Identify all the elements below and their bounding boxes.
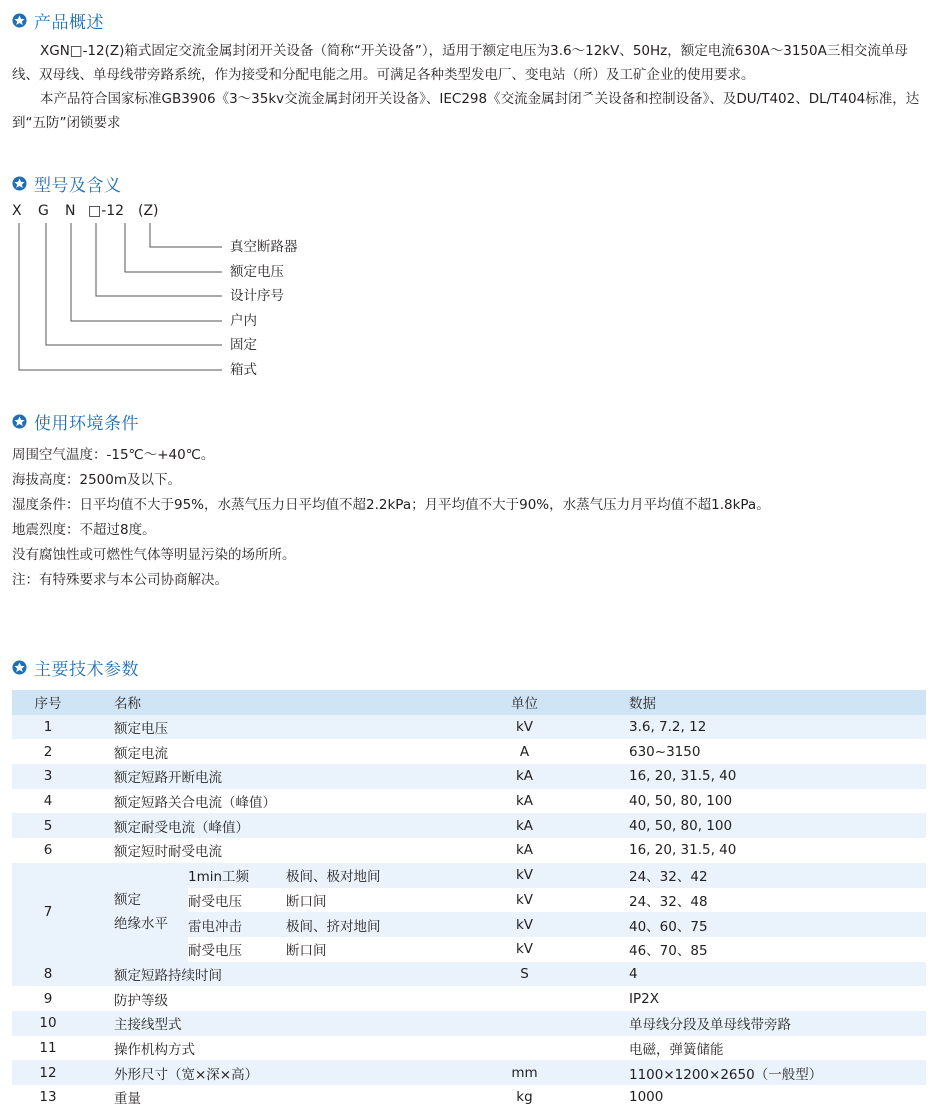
table-row [12,739,926,764]
row-name: 额定电压 [114,721,168,738]
insulation-test-type: 雷电冲击 [188,918,242,935]
overview-paragraph-1: XGN□-12(Z)箱式固定交流金属封闭开关设备（简称“开关设备”），适用于额定电压为3.6～12kV、50Hz，额定电流630A～3150A三相交流单母线、双母线、单母线带旁路系统，作为接受和分配电能之用。可满足各种类型发电厂、变电站（所）及工矿企业的使用要求。 [12,43,908,83]
row-unit: A [519,743,530,760]
header-name: 名称 [114,696,141,713]
section-title-text: 产品概述 [34,12,104,33]
model-meaning-rated-voltage: 额定电压 [230,264,284,280]
env-temperature: 周围空气温度：-15℃～+40℃。 [12,447,215,463]
row-unit: kV [515,916,534,933]
row-no: 1 [43,719,53,736]
row-no: 7 [12,863,84,962]
section-title-params [12,654,139,680]
env-altitude: 海拔高度：2500m及以下。 [12,472,182,488]
model-meaning-box-type: 箱式 [230,362,257,378]
row-name: 额定短路持续时间 [114,967,222,984]
row-no: 9 [43,990,53,1007]
row-data: IP2X [629,990,659,1007]
row-data: 16, 20, 31.5, 40 [629,768,737,785]
table-row [12,715,926,740]
row-name: 额定短路关合电流（峰值） [114,795,276,812]
row-data: 40、60、75 [629,918,708,935]
insulation-test-type: 耐受电压 [188,893,242,910]
row-unit: kg [516,1089,533,1106]
row-unit: kV [515,867,534,884]
header-no: 序号 [34,696,62,713]
header-unit: 单位 [511,696,538,713]
env-seismic: 地震烈度：不超过8度。 [12,522,156,538]
header-data: 数据 [629,696,656,713]
table-row-insulation [12,863,926,888]
row-unit: kA [515,842,534,859]
row-data: 1100×1200×2650（一般型） [629,1066,823,1083]
model-code-g: G [38,203,49,219]
row-name: 额定耐受电流（峰值） [114,819,249,836]
row-name: 额定短时耐受电流 [114,844,222,861]
row-name: 主接线型式 [114,1017,182,1034]
row-no: 11 [39,1039,57,1056]
model-meaning-vacuum-breaker: 真空断路器 [230,239,298,255]
params-table [12,690,926,1110]
model-code-z: (Z) [138,203,159,219]
env-humidity: 湿度条件：日平均值不大于95%，水蒸气压力日平均值不超2.2kPa；月平均值不大于90%，水蒸气压力月平均值不超1.8kPa。 [12,497,770,513]
insulation-position: 断口间 [286,943,327,960]
row-name: 操作机构方式 [114,1041,195,1058]
star-circle-icon [12,414,27,429]
row-data: 40, 50, 80, 100 [629,817,733,834]
insulation-test-type: 耐受电压 [188,943,242,960]
table-row [12,813,926,838]
insulation-position: 极间、极对地间 [286,869,381,886]
env-pollution: 没有腐蚀性或可燃性气体等明显污染的场所所。 [12,547,296,563]
row-data: 46、70、85 [629,943,708,960]
table-row [12,1060,926,1085]
table-row [12,986,926,1011]
model-meaning-fixed: 固定 [230,337,257,353]
row-no: 3 [43,768,53,785]
row-no: 2 [43,743,53,760]
insulation-name [84,863,188,962]
row-data: 24、32、42 [629,869,708,886]
row-unit: kA [515,817,534,834]
row-no: 4 [43,793,53,810]
section-title-environment [12,408,139,434]
row-unit [460,1036,589,1061]
row-name: 额定电流 [114,745,168,762]
model-meaning-indoor: 户内 [230,313,257,329]
table-row [12,1011,926,1036]
insulation-position: 断口间 [286,893,327,910]
section-title-text: 主要技术参数 [34,659,139,680]
row-data: 16, 20, 31.5, 40 [629,842,737,859]
row-unit: kA [515,793,534,810]
insulation-name-line2: 绝缘水平 [114,916,168,933]
row-name: 额定短路开断电流 [114,770,222,787]
row-no: 8 [43,965,53,982]
row-data: 40, 50, 80, 100 [629,793,733,810]
model-meaning-design-no: 设计序号 [230,288,284,304]
model-code-x: X [12,203,22,219]
row-data: 电磁，弹簧储能 [629,1041,724,1058]
row-no: 5 [43,817,53,834]
row-data: 3.6, 7.2, 12 [629,719,707,736]
row-unit: S [520,965,529,982]
env-note: 注：有特殊要求与本公司协商解决。 [12,572,228,588]
table-row [12,1085,926,1110]
table-row [12,764,926,789]
row-data: 630~3150 [629,743,701,760]
row-data: 单母线分段及单母线带旁路 [629,1017,791,1034]
table-row [12,838,926,863]
table-row [12,789,926,814]
row-unit: kV [515,719,534,736]
row-data: 24、32、48 [629,893,708,910]
table-row [12,962,926,987]
insulation-test-type: 1min工频 [188,869,250,886]
insulation-position: 极间、挤对地间 [286,918,381,935]
row-no: 13 [39,1089,57,1106]
table-header-row [12,690,926,715]
row-unit: kV [515,891,534,908]
row-unit: kA [515,768,534,785]
row-no: 12 [39,1064,57,1081]
model-code-voltage: □-12 [88,203,125,219]
section-title-text: 使用环境条件 [34,413,139,434]
row-no: 10 [39,1015,57,1032]
row-unit [460,986,589,1011]
insulation-name-line1: 额定 [114,892,141,909]
row-data: 4 [629,965,638,982]
model-code-n: N [65,203,76,219]
row-name: 重量 [114,1091,141,1108]
row-data: 1000 [629,1089,664,1106]
row-unit [460,1011,589,1036]
row-name: 防护等级 [114,992,168,1009]
overview-paragraph-2: 本产品符合国家标准GB3906《3～35kv交流金属封闭开关设备》、IEC298《交流金属封闭ᅎ关设备和控制设备》、及DU/T402、DL/T404标准，达到“五防”闭锁要求 [12,91,920,131]
row-unit: mm [511,1064,538,1081]
model-diagram-lines [0,0,930,400]
star-circle-icon [12,660,27,675]
row-no: 6 [43,842,53,859]
row-unit: kV [515,941,534,958]
table-row [12,1036,926,1061]
row-name: 外形尺寸（宽×深×高） [114,1066,259,1083]
section-title-text: 型号及含义 [34,175,122,196]
